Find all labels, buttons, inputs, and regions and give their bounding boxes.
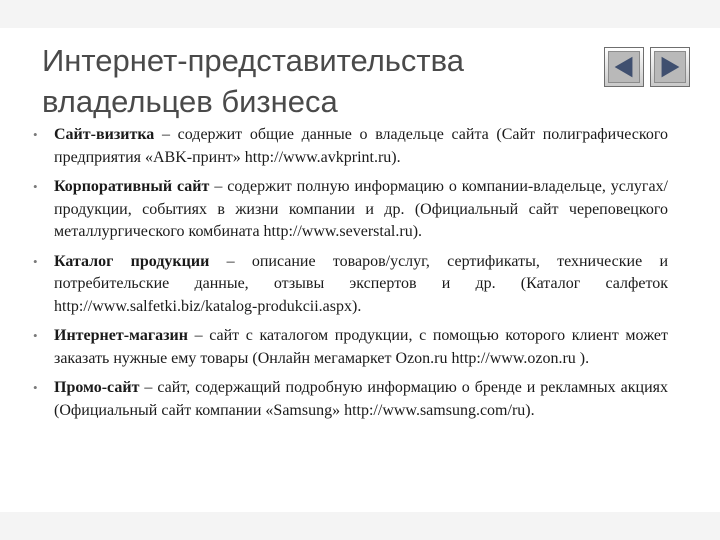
slide-title: Интернет-представительства владельцев бизнеса <box>42 43 464 119</box>
item-description: – содержит общие данные о владельце сайта (Сайт полиграфического предприятия «ABK-принт» http://www.avkprint.ru). <box>54 126 668 166</box>
bullet-icon: • <box>33 179 38 194</box>
next-slide-button[interactable] <box>650 47 690 87</box>
item-description: – содержит полную информацию о компании-владельце, услугах/продукции, событиях в жизни компании и др. (Официальный сайт череповецкого металлургического комбината http://www.severstal.ru). <box>54 178 668 240</box>
bullet-icon: • <box>33 328 38 343</box>
item-description: – описание товаров/услуг, сертификаты, технические и потребительские данные, отзывы экспертов и др. (Каталог салфеток http://www.salfetki.biz/katalog-produkcii.aspx). <box>54 252 669 315</box>
top-band <box>0 0 720 28</box>
item-term: Промо-сайт <box>54 379 140 396</box>
list-item <box>32 325 668 370</box>
item-term: Сайт-визитка <box>54 126 155 143</box>
item-description: – сайт с каталогом продукции, с помощью которого клиент может заказать нужные ему товары (Онлайн мегамаркет Ozon.ru http://www.ozon.ru ). <box>54 327 668 367</box>
prev-slide-button[interactable] <box>604 47 644 87</box>
item-term: Каталог продукции <box>54 252 210 270</box>
list-item <box>32 124 668 169</box>
bullet-icon: • <box>33 380 38 395</box>
item-term: Интернет-магазин <box>54 327 188 344</box>
list-item <box>32 176 668 244</box>
triangle-right-icon <box>655 52 685 82</box>
bottom-band <box>0 512 720 540</box>
list-item <box>32 251 668 319</box>
triangle-left-icon <box>609 52 639 82</box>
bullet-icon: • <box>33 253 38 269</box>
bullet-list <box>32 124 668 429</box>
bullet-icon: • <box>33 127 38 142</box>
list-item <box>32 377 668 422</box>
item-description: – сайт, содержащий подробную информацию о бренде и рекламных акциях (Официальный сайт компании «Samsung» http://www.samsung.com/ru). <box>54 379 668 419</box>
slide-navigation <box>604 47 690 87</box>
item-term: Корпоративный сайт <box>54 178 210 195</box>
